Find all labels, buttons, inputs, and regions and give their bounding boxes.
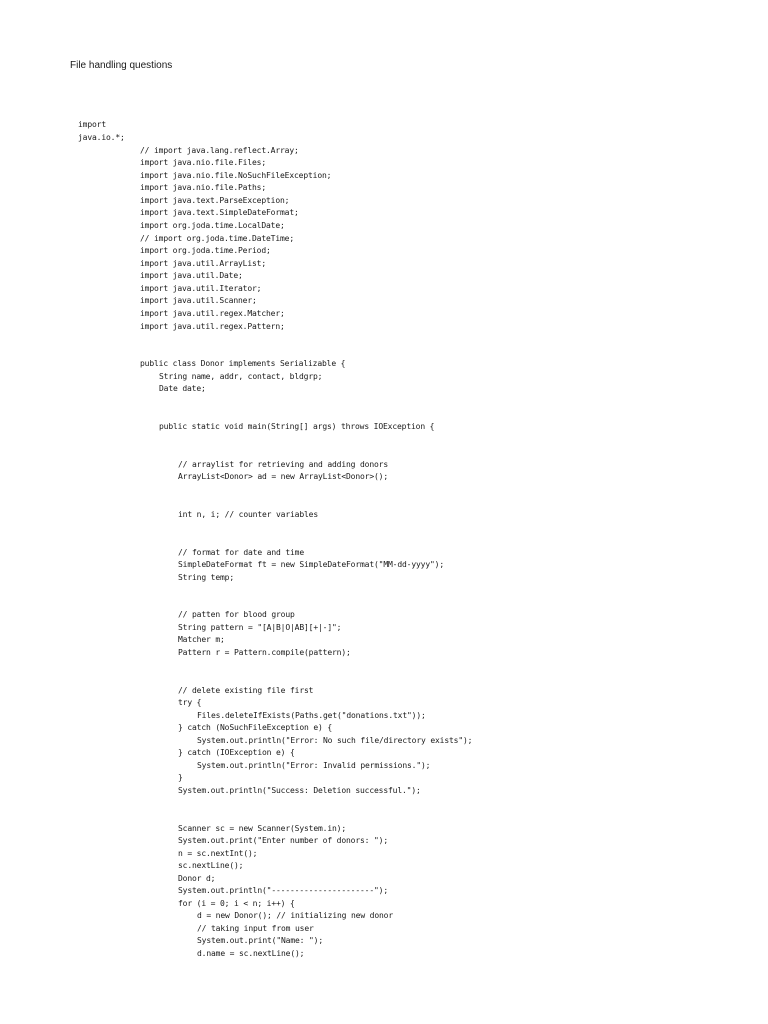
- code-line: System.out.println("Error: No such file/directory exists");: [197, 736, 473, 745]
- code-line: Matcher m;: [178, 635, 225, 644]
- code-line: // arraylist for retrieving and adding donors: [178, 460, 388, 469]
- code-line: // format for date and time: [178, 548, 304, 557]
- code-line: n = sc.nextInt();: [178, 849, 258, 858]
- code-line: import java.text.ParseException;: [140, 196, 290, 205]
- code-line: } catch (NoSuchFileException e) {: [178, 723, 332, 732]
- code-line: import java.nio.file.Paths;: [140, 183, 266, 192]
- code-line: Scanner sc = new Scanner(System.in);: [178, 824, 346, 833]
- code-line: import java.util.regex.Matcher;: [140, 309, 285, 318]
- code-line: System.out.print("Name: ");: [197, 936, 323, 945]
- code-line: d.name = sc.nextLine();: [197, 949, 305, 958]
- code-line: // delete existing file first: [178, 686, 314, 695]
- code-line: System.out.println("----------------------");: [178, 886, 388, 895]
- code-line: Pattern r = Pattern.compile(pattern);: [178, 648, 351, 657]
- code-line: d = new Donor(); // initializing new donor: [197, 911, 393, 920]
- code-line: } catch (IOException e) {: [178, 748, 295, 757]
- code-line: sc.nextLine();: [178, 861, 244, 870]
- code-line: import: [78, 120, 106, 129]
- code-line: String pattern = "[A|B|O|AB][+|-]";: [178, 623, 342, 632]
- code-line: // import java.lang.reflect.Array;: [140, 146, 299, 155]
- code-line: System.out.println("Success: Deletion successful.");: [178, 786, 421, 795]
- code-line: import java.util.Scanner;: [140, 296, 257, 305]
- code-line: public static void main(String[] args) throws IOException {: [159, 422, 435, 431]
- code-line: ArrayList<Donor> ad = new ArrayList<Donor>();: [178, 472, 388, 481]
- code-line: // import org.joda.time.DateTime;: [140, 234, 294, 243]
- code-line: java.io.*;: [78, 133, 125, 142]
- code-line: try {: [178, 698, 202, 707]
- page-title: File handling questions: [70, 60, 173, 71]
- code-line: Files.deleteIfExists(Paths.get("donations.txt"));: [197, 711, 426, 720]
- code-line: import java.util.ArrayList;: [140, 259, 266, 268]
- code-line: import org.joda.time.LocalDate;: [140, 221, 285, 230]
- code-line: String name, addr, contact, bldgrp;: [159, 372, 323, 381]
- code-line: public class Donor implements Serializable {: [140, 359, 346, 368]
- code-line: int n, i; // counter variables: [178, 510, 318, 519]
- code-line: Donor d;: [178, 874, 216, 883]
- code-line: import java.util.regex.Pattern;: [140, 322, 285, 331]
- code-line: // patten for blood group: [178, 610, 295, 619]
- code-line: System.out.println("Error: Invalid permissions.");: [197, 761, 431, 770]
- code-line: import java.nio.file.NoSuchFileException;: [140, 171, 332, 180]
- code-line: import java.util.Date;: [140, 271, 243, 280]
- code-line: System.out.print("Enter number of donors: ");: [178, 836, 388, 845]
- code-line: String temp;: [178, 573, 234, 582]
- code-line: Date date;: [159, 384, 206, 393]
- code-line: for (i = 0; i < n; i++) {: [178, 899, 295, 908]
- code-line: import org.joda.time.Period;: [140, 246, 271, 255]
- code-line: SimpleDateFormat ft = new SimpleDateFormat("MM-dd-yyyy");: [178, 560, 444, 569]
- code-line: import java.util.Iterator;: [140, 284, 262, 293]
- code-line: }: [178, 773, 183, 782]
- code-line: import java.nio.file.Files;: [140, 158, 266, 167]
- code-line: // taking input from user: [197, 924, 314, 933]
- code-line: import java.text.SimpleDateFormat;: [140, 208, 299, 217]
